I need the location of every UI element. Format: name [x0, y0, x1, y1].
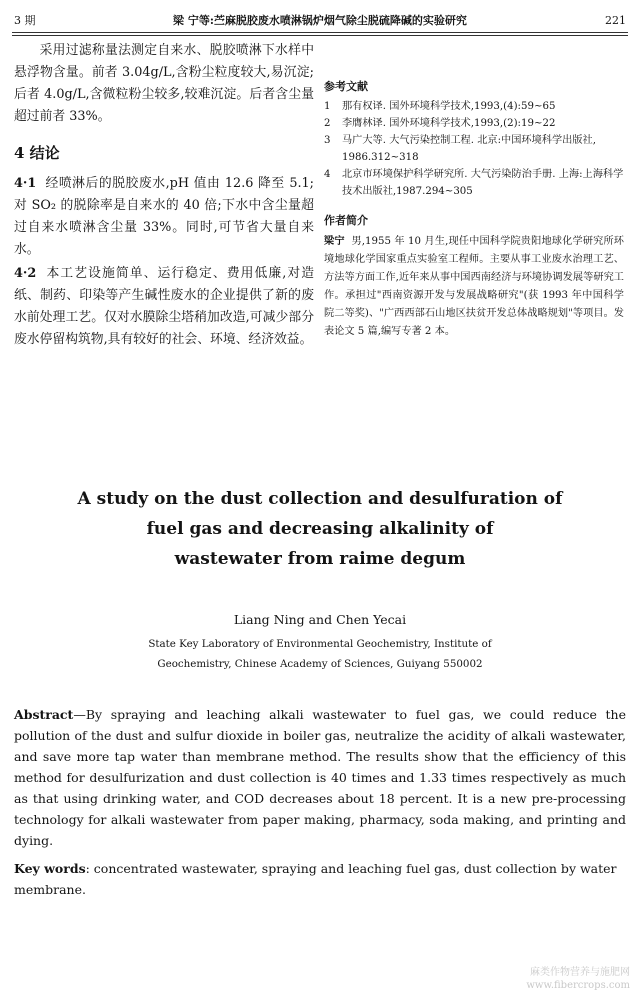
issue-number: 3 期 — [14, 14, 36, 27]
left-column — [14, 40, 314, 353]
abstract-text: —By spraying and leaching alkali wastewater to fuel gas, we could reduce the pollution of the dust and sulfur dioxide in boiler gas, neutralize the acidity of alkali wastewater, and save more tap water than membrane method. The results show that the efficiency of this method for desulfurization and dust collection is 40 times and 1.33 times respectively as much as that using drinking water, and COD decreases about 18 percent. It is a new pre-processing technology for alkali wastewater from paper making, pharmacy, soda making, and printing and dying. — [14, 707, 626, 848]
keywords-text: : concentrated wastewater, spraying and leaching fuel gas, dust collection by water membrane. — [14, 861, 617, 897]
reference-number: 1 — [324, 101, 331, 112]
author-bio — [324, 232, 624, 341]
reference-list — [324, 98, 624, 200]
reference-number: 4 — [324, 169, 331, 180]
reference-item — [324, 115, 624, 132]
site-watermark — [526, 966, 630, 992]
item-number: 4·2 — [14, 266, 37, 281]
english-affiliation — [0, 634, 640, 674]
running-title: 梁 宁等:苎麻脱胶废水喷淋锅炉烟气除尘脱硫降碱的实验研究 — [173, 14, 467, 27]
reference-text: 那有权译. 国外环境科学技术,1993,(4):59~65 — [342, 101, 556, 112]
title-line: fuel gas and decreasing alkalinity of — [146, 519, 494, 539]
item-text: 本工艺设施简单、运行稳定、费用低廉,对造纸、制药、印染等产生碱性废水的企业提供了新的废水前处理工艺。仅对水膜除尘塔稍加改造,可减少部分废水停留构筑物,具有较好的社会、环境、经济效益。 — [14, 266, 314, 347]
reference-number: 2 — [324, 118, 331, 129]
affiliation-line: Geochemistry, Chinese Academy of Sciences, Guiyang 550002 — [157, 658, 483, 670]
conclusion-item-2 — [14, 263, 314, 351]
author-bio-text: 男,1955 年 10 月生,现任中国科学院贵阳地球化学研究所环境地球化学国家重点实验室工程师。主要从事工业废水治理工艺、方法等方面工作,近年来从事中国西南经济与环境协调发展等研究工作。承担过"西南资源开发与发展战略研究"(获 1993 年中国科学院二等奖)、"广西西部石山地区扶贫开发总体战略规划"等项目。发表论文 5 篇,编写专著 2 本。 — [324, 236, 624, 337]
english-authors: Liang Ning and Chen Yecai — [233, 612, 407, 627]
item-number: 4·1 — [14, 176, 37, 191]
english-keywords — [14, 858, 626, 900]
reference-number: 3 — [324, 135, 331, 146]
header-rule-top — [12, 32, 628, 33]
header-rule-bottom — [12, 35, 628, 36]
running-header — [14, 8, 626, 32]
reference-text: 李膺林译. 国外环境科学技术,1993,(2):19~22 — [342, 118, 556, 129]
reference-text: 北京市环境保护科学研究所. 大气污染防治手册. 上海:上海科学技术出版社,1987.294~305 — [342, 169, 624, 197]
reference-text: 马广大等. 大气污染控制工程. 北京:中国环境科学出版社, 1986.312~318 — [342, 135, 596, 163]
english-abstract — [14, 704, 626, 851]
item-text: 经喷淋后的脱胶废水,pH 值由 12.6 降至 5.1;对 SO₂ 的脱除率是自来水的 40 倍;下水中含尘量超过自来水喷淋含尘量 33%。同时,可节省大量自来水。 — [14, 176, 314, 257]
title-line: wastewater from raime degum — [174, 549, 466, 569]
keywords-label: Key words — [14, 861, 86, 876]
references-heading: 参考文献 — [324, 80, 368, 93]
reference-item — [324, 166, 624, 200]
reference-item — [324, 132, 624, 166]
page-number: 221 — [605, 13, 626, 27]
english-title — [40, 484, 600, 574]
method-paragraph: 采用过滤称量法测定自来水、脱胶喷淋下水样中悬浮物含量。前者 3.04g/L,含粉尘粒度较大,易沉淀;后者 4.0g/L,含微粒粉尘较多,较难沉淀。后者含尘量超过前者 33%。 — [14, 43, 314, 124]
watermark-line-1: 麻类作物营养与施肥网 — [530, 967, 630, 978]
author-bio-heading: 作者简介 — [324, 214, 368, 227]
conclusion-heading: 4 结论 — [14, 144, 60, 162]
title-line: A study on the dust collection and desulfuration of — [77, 489, 563, 509]
abstract-label: Abstract — [14, 707, 74, 722]
watermark-line-2: www.fibercrops.com — [526, 980, 630, 991]
reference-item — [324, 98, 624, 115]
conclusion-item-1 — [14, 173, 314, 261]
right-column — [324, 78, 624, 341]
affiliation-line: State Key Laboratory of Environmental Geochemistry, Institute of — [148, 638, 492, 650]
author-name: 梁宁 — [324, 235, 345, 247]
